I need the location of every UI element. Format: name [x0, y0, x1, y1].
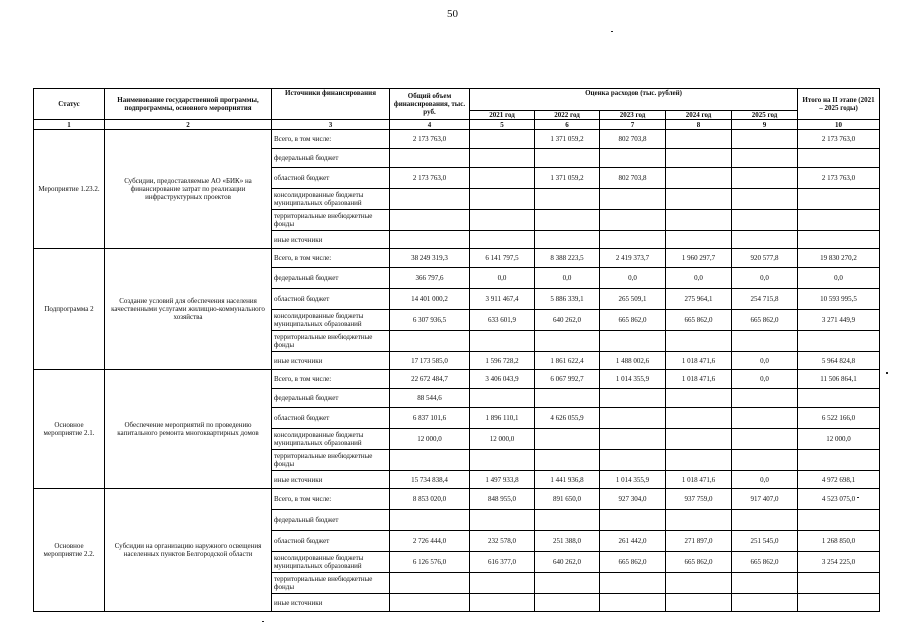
year-header: 2021 год — [470, 111, 535, 120]
amount-cell — [732, 168, 798, 189]
status-cell: Основное мероприятие 2.2. — [34, 489, 105, 612]
amount-cell — [470, 149, 535, 168]
amount-cell: 0,0 — [798, 268, 880, 289]
amount-cell: 366 797,6 — [390, 268, 470, 289]
funding-source-cell: иные источники — [272, 231, 390, 249]
amount-cell: 12 000,0 — [798, 429, 880, 450]
funding-source-cell: федеральный бюджет — [272, 389, 390, 408]
amount-cell — [666, 429, 732, 450]
amount-cell — [600, 389, 666, 408]
funding-source-cell: областной бюджет — [272, 408, 390, 429]
amount-cell: 12 000,0 — [390, 429, 470, 450]
amount-cell: 3 271 449,9 — [798, 310, 880, 331]
scan-speck — [886, 372, 888, 374]
year-header: 2025 год — [732, 111, 798, 120]
amount-cell: 802 703,8 — [600, 168, 666, 189]
amount-cell — [535, 331, 600, 352]
amount-cell: 12 000,0 — [470, 429, 535, 450]
amount-cell: 665 862,0 — [732, 552, 798, 573]
amount-cell: 6 067 992,7 — [535, 370, 600, 389]
column-number: 9 — [732, 120, 798, 130]
column-number: 7 — [600, 120, 666, 130]
amount-cell: 0,0 — [470, 268, 535, 289]
amount-cell: 261 442,0 — [600, 531, 666, 552]
amount-cell: 2 726 444,0 — [390, 531, 470, 552]
amount-cell — [732, 189, 798, 210]
amount-cell: 251 545,0 — [732, 531, 798, 552]
amount-cell — [390, 231, 470, 249]
total-header: Общий объем финансирования, тыс. руб. — [390, 89, 470, 120]
column-number: 3 — [272, 120, 390, 130]
funding-source-cell: Всего, в том числе: — [272, 489, 390, 510]
amount-cell — [535, 594, 600, 612]
amount-cell: 3 911 467,4 — [470, 289, 535, 310]
amount-cell — [470, 210, 535, 231]
amount-cell: 1 371 059,2 — [535, 168, 600, 189]
funding-source-cell: консолидированные бюджеты муниципальных образований — [272, 189, 390, 210]
funding-source-cell: территориальные внебюджетные фонды — [272, 573, 390, 594]
funding-source-cell: иные источники — [272, 594, 390, 612]
funding-source-cell: федеральный бюджет — [272, 268, 390, 289]
amount-cell — [535, 510, 600, 531]
amount-cell — [470, 130, 535, 149]
amount-cell — [390, 189, 470, 210]
column-number: 2 — [105, 120, 272, 130]
amount-cell — [798, 189, 880, 210]
amount-cell: 3 406 043,9 — [470, 370, 535, 389]
name-header: Наименование государственной программы, подпрограммы, основного мероприятия — [105, 89, 272, 120]
amount-cell: 633 601,9 — [470, 310, 535, 331]
amount-cell: 11 506 864,1 — [798, 370, 880, 389]
funding-source-cell: областной бюджет — [272, 531, 390, 552]
amount-cell — [666, 130, 732, 149]
column-number: 1 — [34, 120, 105, 130]
amount-cell: 4 626 055,9 — [535, 408, 600, 429]
amount-cell: 6 307 936,5 — [390, 310, 470, 331]
estimate-header: Оценка расходов (тыс. рублей) — [470, 89, 798, 111]
amount-cell: 2 173 763,0 — [390, 168, 470, 189]
program-name-cell: Субсидии, предоставляемые АО «БИК» на финансирование затрат по реализации инфраструктурных проектов — [105, 130, 272, 249]
amount-cell — [666, 231, 732, 249]
table-row — [34, 370, 880, 389]
budget-table — [33, 88, 880, 612]
amount-cell: 665 862,0 — [732, 310, 798, 331]
amount-cell: 265 509,1 — [600, 289, 666, 310]
amount-cell — [535, 389, 600, 408]
program-name-cell: Субсидии на организацию наружного освещения населенных пунктов Белгородской области — [105, 489, 272, 612]
amount-cell — [666, 389, 732, 408]
amount-cell: 665 862,0 — [600, 310, 666, 331]
status-header: Статус — [34, 89, 105, 120]
amount-cell: 5 886 339,1 — [535, 289, 600, 310]
amount-cell: 8 853 020,0 — [390, 489, 470, 510]
amount-cell — [390, 594, 470, 612]
amount-cell: 2 173 763,0 — [390, 130, 470, 149]
program-name-cell: Обеспечение мероприятий по проведению капитального ремонта многоквартирных домов — [105, 370, 272, 489]
column-number: 5 — [470, 120, 535, 130]
amount-cell — [470, 594, 535, 612]
funding-source-cell: Всего, в том числе: — [272, 249, 390, 268]
amount-cell: 1 488 002,6 — [600, 352, 666, 370]
amount-cell — [535, 231, 600, 249]
column-number: 4 — [390, 120, 470, 130]
amount-cell — [798, 149, 880, 168]
amount-cell: 1 018 471,6 — [666, 370, 732, 389]
amount-cell — [470, 189, 535, 210]
amount-cell — [600, 450, 666, 471]
scan-speck — [611, 31, 613, 32]
amount-cell: 1 018 471,6 — [666, 471, 732, 489]
amount-cell — [798, 210, 880, 231]
status-cell: Мероприятие 1.23.2. — [34, 130, 105, 249]
amount-cell — [600, 573, 666, 594]
amount-cell: 0,0 — [732, 471, 798, 489]
amount-cell — [535, 149, 600, 168]
amount-cell: 937 759,0 — [666, 489, 732, 510]
amount-cell — [535, 210, 600, 231]
amount-cell — [390, 149, 470, 168]
amount-cell: 1 497 933,8 — [470, 471, 535, 489]
amount-cell: 271 897,0 — [666, 531, 732, 552]
amount-cell: 640 262,0 — [535, 552, 600, 573]
amount-cell — [600, 429, 666, 450]
amount-cell: 802 703,8 — [600, 130, 666, 149]
amount-cell: 665 862,0 — [600, 552, 666, 573]
funding-source-cell: федеральный бюджет — [272, 149, 390, 168]
table-row — [34, 249, 880, 268]
funding-source-cell: территориальные внебюджетные фонды — [272, 331, 390, 352]
amount-cell — [390, 510, 470, 531]
amount-cell — [600, 510, 666, 531]
amount-cell: 0,0 — [732, 352, 798, 370]
amount-cell — [666, 594, 732, 612]
amount-cell: 665 862,0 — [666, 310, 732, 331]
amount-cell: 6 837 101,6 — [390, 408, 470, 429]
amount-cell: 4 972 698,1 — [798, 471, 880, 489]
stage-total-header: Итого на II этапе (2021 – 2025 годы) — [798, 89, 880, 120]
amount-cell — [798, 573, 880, 594]
amount-cell — [732, 210, 798, 231]
source-header: Источники финансирования — [272, 89, 390, 120]
table-row — [34, 489, 880, 510]
funding-source-cell: консолидированные бюджеты муниципальных образований — [272, 429, 390, 450]
amount-cell: 1 014 355,9 — [600, 370, 666, 389]
amount-cell — [470, 389, 535, 408]
amount-cell — [666, 510, 732, 531]
amount-cell: 848 955,0 — [470, 489, 535, 510]
funding-source-cell: иные источники — [272, 352, 390, 370]
amount-cell: 891 650,0 — [535, 489, 600, 510]
amount-cell — [535, 450, 600, 471]
amount-cell — [732, 594, 798, 612]
amount-cell — [732, 573, 798, 594]
amount-cell — [535, 429, 600, 450]
column-number: 10 — [798, 120, 880, 130]
year-header: 2022 год — [535, 111, 600, 120]
amount-cell — [390, 331, 470, 352]
page-number: 50 — [447, 8, 458, 20]
amount-cell: 0,0 — [600, 268, 666, 289]
amount-cell: 232 578,0 — [470, 531, 535, 552]
amount-cell — [798, 331, 880, 352]
amount-cell: 8 388 223,5 — [535, 249, 600, 268]
amount-cell — [390, 450, 470, 471]
year-header: 2024 год — [666, 111, 732, 120]
amount-cell — [732, 408, 798, 429]
amount-cell — [600, 189, 666, 210]
amount-cell — [732, 149, 798, 168]
funding-source-cell: Всего, в том числе: — [272, 370, 390, 389]
amount-cell — [666, 573, 732, 594]
amount-cell — [600, 149, 666, 168]
amount-cell: 254 715,8 — [732, 289, 798, 310]
funding-source-cell: консолидированные бюджеты муниципальных образований — [272, 310, 390, 331]
amount-cell — [666, 189, 732, 210]
amount-cell: 917 407,0 — [732, 489, 798, 510]
amount-cell: 38 249 319,3 — [390, 249, 470, 268]
amount-cell: 616 377,0 — [470, 552, 535, 573]
amount-cell — [470, 331, 535, 352]
amount-cell — [535, 573, 600, 594]
amount-cell — [600, 594, 666, 612]
amount-cell — [798, 389, 880, 408]
amount-cell — [798, 450, 880, 471]
amount-cell — [600, 408, 666, 429]
amount-cell: 1 960 297,7 — [666, 249, 732, 268]
amount-cell: 15 734 838,4 — [390, 471, 470, 489]
amount-cell — [732, 331, 798, 352]
amount-cell: 5 964 824,8 — [798, 352, 880, 370]
program-name-cell: Создание условий для обеспечения населения качественными услугами жилищно-коммунального хозяйства — [105, 249, 272, 370]
status-cell: Подпрограмма 2 — [34, 249, 105, 370]
column-number: 6 — [535, 120, 600, 130]
amount-cell — [732, 429, 798, 450]
amount-cell — [390, 573, 470, 594]
funding-source-cell: иные источники — [272, 471, 390, 489]
amount-cell — [798, 594, 880, 612]
amount-cell: 1 268 850,0 — [798, 531, 880, 552]
amount-cell: 0,0 — [535, 268, 600, 289]
amount-cell — [600, 331, 666, 352]
amount-cell: 640 262,0 — [535, 310, 600, 331]
amount-cell: 14 401 000,2 — [390, 289, 470, 310]
scan-speck — [262, 621, 264, 622]
amount-cell: 1 371 059,2 — [535, 130, 600, 149]
amount-cell: 1 014 355,9 — [600, 471, 666, 489]
amount-cell — [666, 450, 732, 471]
amount-cell: 19 830 270,2 — [798, 249, 880, 268]
table-row — [34, 130, 880, 149]
amount-cell: 1 896 110,1 — [470, 408, 535, 429]
funding-source-cell: федеральный бюджет — [272, 510, 390, 531]
amount-cell — [600, 210, 666, 231]
amount-cell: 927 304,0 — [600, 489, 666, 510]
column-numbers-row — [34, 120, 880, 130]
funding-source-cell: областной бюджет — [272, 289, 390, 310]
amount-cell — [666, 331, 732, 352]
funding-source-cell: территориальные внебюджетные фонды — [272, 210, 390, 231]
amount-cell — [798, 231, 880, 249]
amount-cell: 4 523 075,0 — [798, 489, 880, 510]
amount-cell: 6 126 576,0 — [390, 552, 470, 573]
year-header: 2023 год — [600, 111, 666, 120]
funding-source-cell: консолидированные бюджеты муниципальных образований — [272, 552, 390, 573]
amount-cell — [732, 510, 798, 531]
amount-cell: 2 173 763,0 — [798, 168, 880, 189]
amount-cell: 2 419 373,7 — [600, 249, 666, 268]
amount-cell: 920 577,8 — [732, 249, 798, 268]
funding-source-cell: областной бюджет — [272, 168, 390, 189]
amount-cell — [732, 231, 798, 249]
amount-cell: 665 862,0 — [666, 552, 732, 573]
amount-cell: 88 544,6 — [390, 389, 470, 408]
amount-cell: 10 593 995,5 — [798, 289, 880, 310]
amount-cell: 6 522 166,0 — [798, 408, 880, 429]
status-cell: Основное мероприятие 2.1. — [34, 370, 105, 489]
amount-cell — [470, 510, 535, 531]
amount-cell: 275 964,1 — [666, 289, 732, 310]
amount-cell — [390, 210, 470, 231]
amount-cell: 2 173 763,0 — [798, 130, 880, 149]
amount-cell: 6 141 797,5 — [470, 249, 535, 268]
amount-cell: 22 672 484,7 — [390, 370, 470, 389]
amount-cell: 1 596 728,2 — [470, 352, 535, 370]
amount-cell — [470, 450, 535, 471]
amount-cell — [666, 149, 732, 168]
amount-cell — [732, 450, 798, 471]
amount-cell — [732, 389, 798, 408]
funding-source-cell: Всего, в том числе: — [272, 130, 390, 149]
amount-cell — [470, 573, 535, 594]
amount-cell: 1 441 936,8 — [535, 471, 600, 489]
amount-cell: 0,0 — [666, 268, 732, 289]
amount-cell: 1 018 471,6 — [666, 352, 732, 370]
amount-cell — [666, 210, 732, 231]
table-body — [34, 130, 880, 612]
amount-cell: 3 254 225,0 — [798, 552, 880, 573]
amount-cell — [470, 168, 535, 189]
amount-cell: 1 861 622,4 — [535, 352, 600, 370]
amount-cell: 17 173 585,0 — [390, 352, 470, 370]
amount-cell: 0,0 — [732, 268, 798, 289]
column-number: 8 — [666, 120, 732, 130]
amount-cell — [666, 168, 732, 189]
amount-cell — [666, 408, 732, 429]
amount-cell — [535, 189, 600, 210]
amount-cell: 0,0 — [732, 370, 798, 389]
header-row — [34, 89, 880, 111]
amount-cell — [798, 510, 880, 531]
amount-cell — [732, 130, 798, 149]
amount-cell: 251 388,0 — [535, 531, 600, 552]
amount-cell — [470, 231, 535, 249]
funding-source-cell: территориальные внебюджетные фонды — [272, 450, 390, 471]
amount-cell — [600, 231, 666, 249]
